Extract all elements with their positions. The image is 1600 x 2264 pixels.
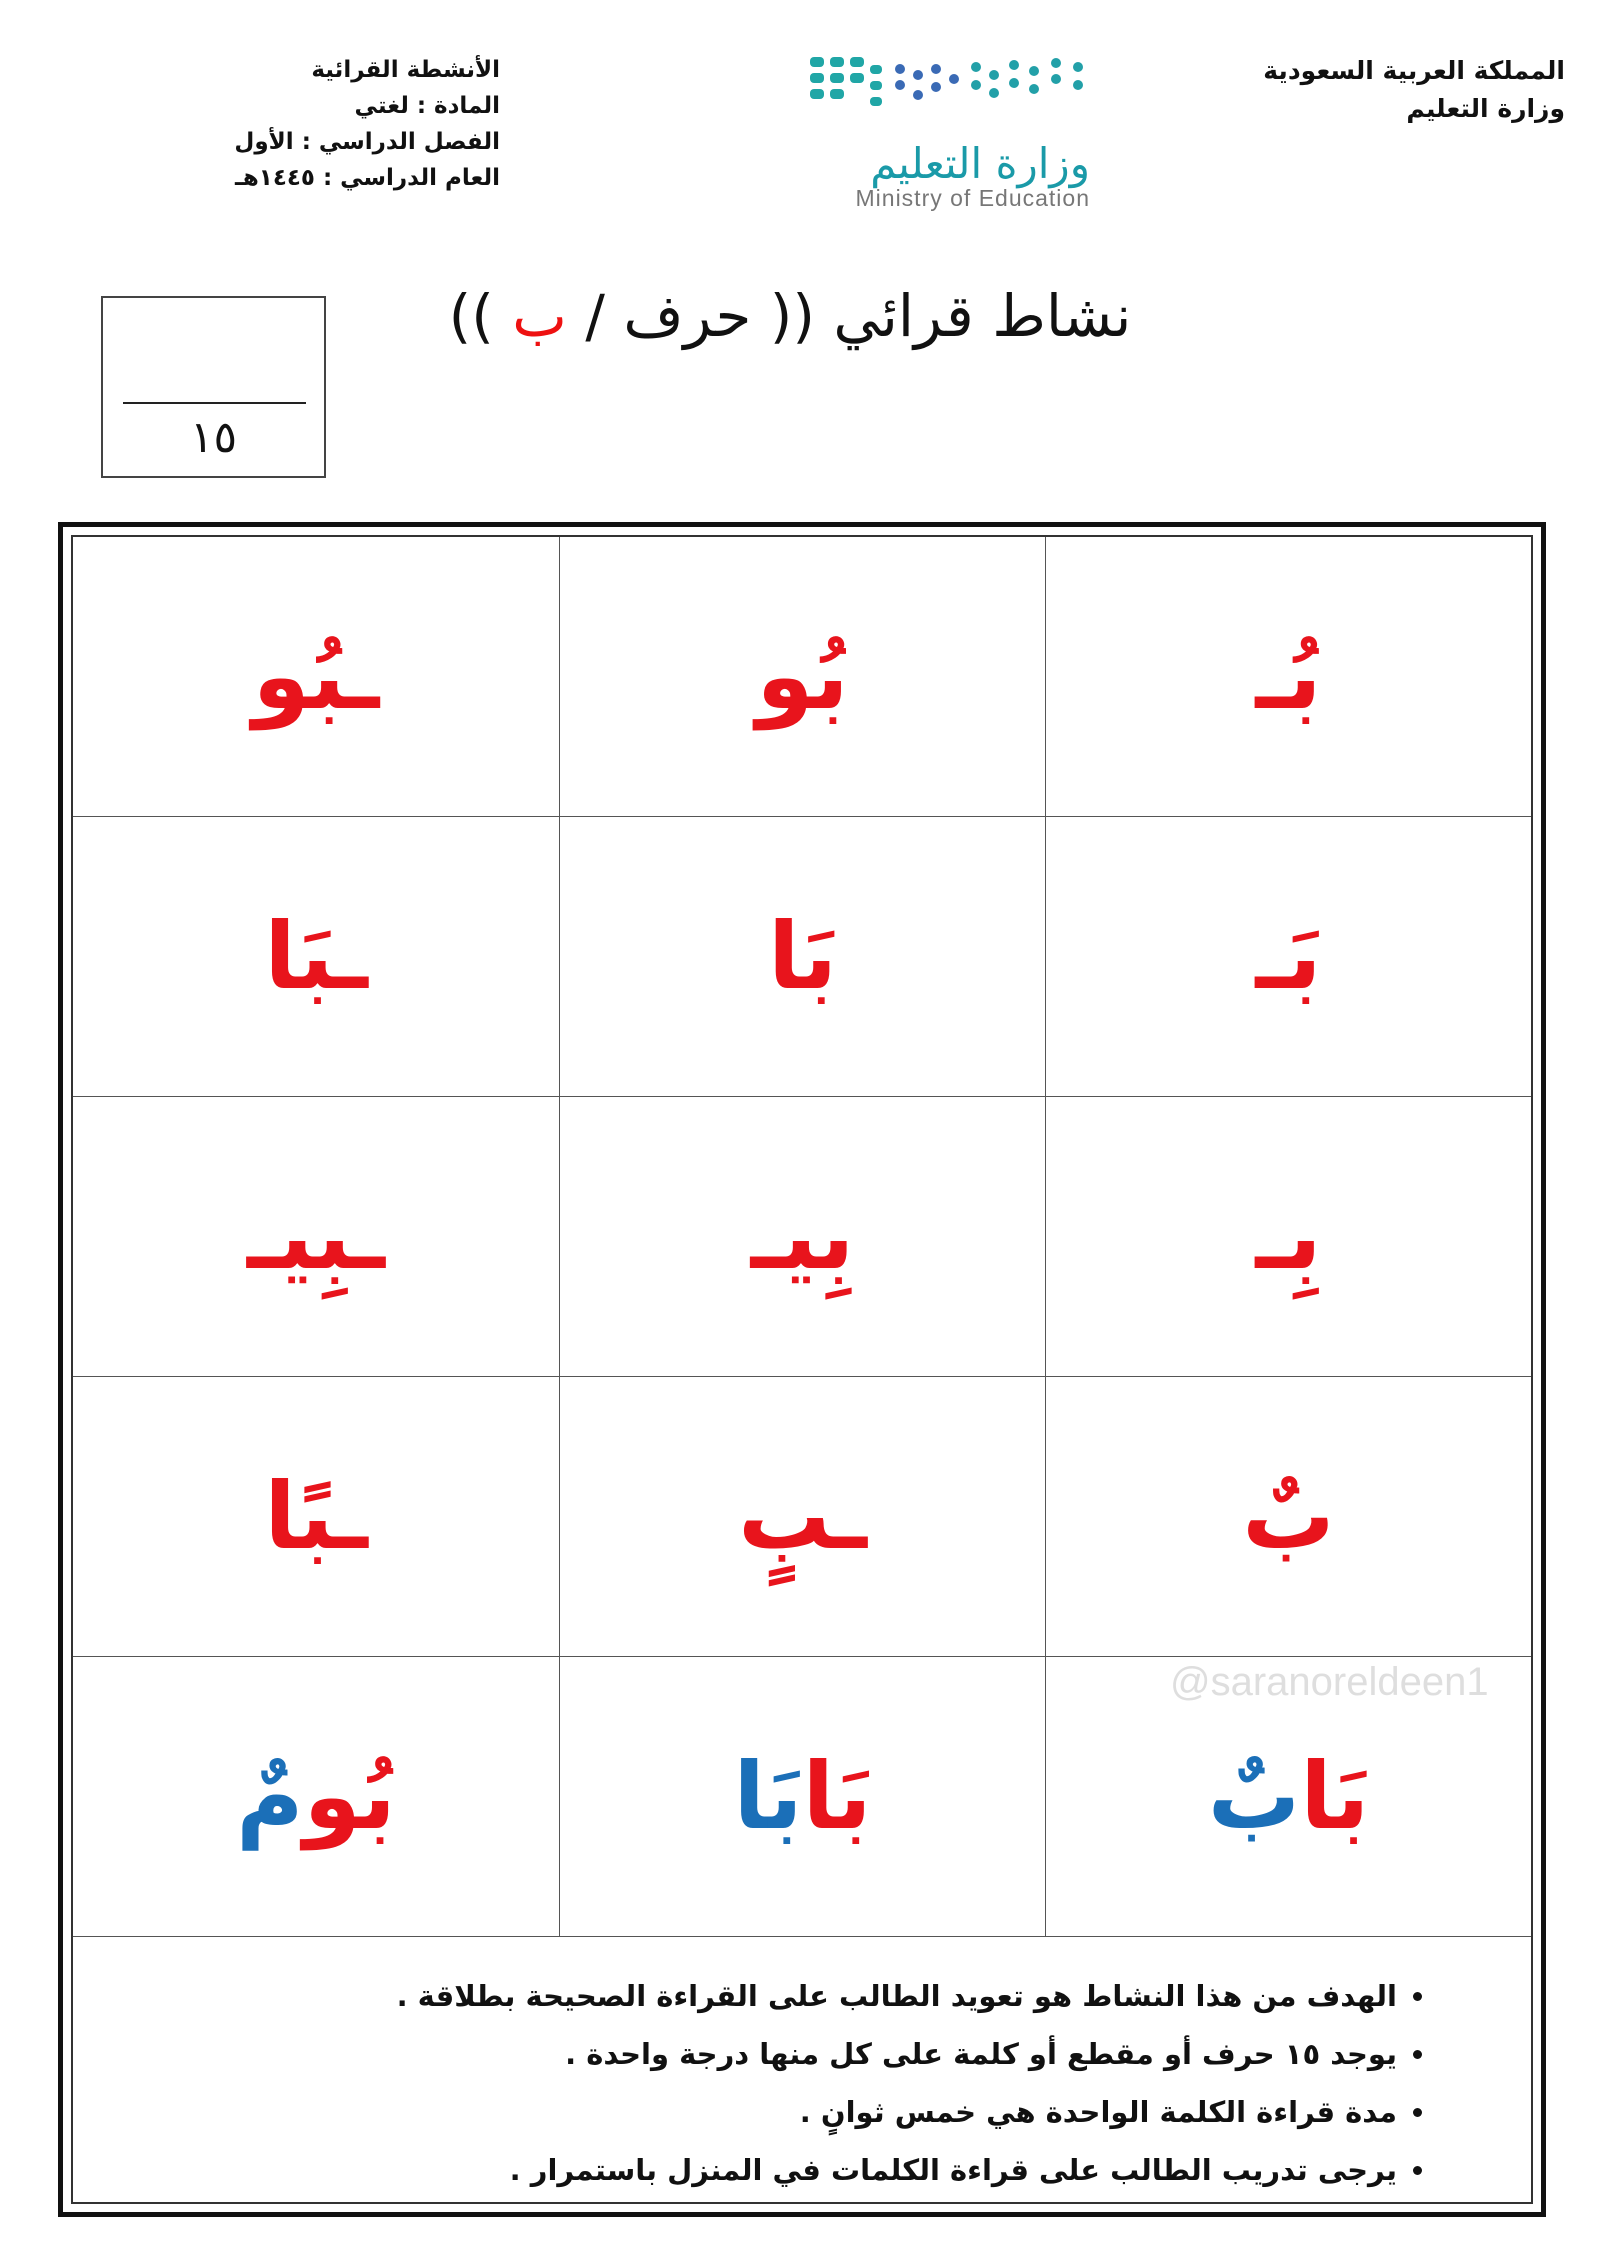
header-ministry-block [1145, 52, 1565, 128]
word-part-red: بُو [303, 1743, 396, 1850]
score-box [101, 296, 326, 478]
grid-cell: بُو [559, 537, 1045, 817]
grid-cell: ـبُو [73, 537, 559, 817]
word-part-blue: مٌ [236, 1743, 304, 1850]
header-country-line: المملكة العربية السعودية [1263, 56, 1565, 85]
grid-cell: ـبَا [73, 817, 559, 1097]
page-title [400, 282, 1180, 350]
reading-grid-inner [71, 535, 1533, 2204]
grid-cell: بَا [559, 817, 1045, 1097]
word-cell [559, 1657, 1045, 1937]
instruction-item: • مدة قراءة الكلمة الواحدة هي خمس ثوانٍ . [73, 2083, 1397, 2141]
header-term-line: الفصل الدراسي : الأول [234, 129, 500, 155]
title-prefix: نشاط قرائي (( حرف / [566, 282, 1132, 350]
word-part-red: بَا [1300, 1743, 1370, 1850]
grid-cell: بُـ [1045, 537, 1531, 817]
header-year-line: العام الدراسي : ١٤٤٥هـ [234, 165, 500, 191]
grid-cell: بٌ [1045, 1377, 1531, 1657]
score-blank-line [123, 402, 306, 404]
header-ministry-line: وزارة التعليم [1406, 94, 1565, 123]
header-course-block [140, 52, 500, 196]
score-total: ١٥ [189, 412, 238, 463]
header-activity-line: الأنشطة القرائية [311, 57, 500, 83]
instruction-item: • الهدف من هذا النشاط هو تعويد الطالب على القراءة الصحيحة بطلاقة . [73, 1967, 1397, 2025]
instruction-item: • يوجد ١٥ حرف أو مقطع أو كلمة على كل منها درجة واحدة . [73, 2025, 1397, 2083]
title-suffix: )) [448, 282, 513, 350]
logo-arabic-text: وزارة التعليم [870, 139, 1090, 188]
word-part-blue: بٌ [1207, 1743, 1301, 1850]
grid-cell: ـبًا [73, 1377, 559, 1657]
grid-cell: ـبِيـ [73, 1097, 559, 1377]
instructions-list [73, 1967, 1431, 2199]
watermark: @saranoreldeen1 [1170, 1660, 1489, 1704]
reading-grid [73, 537, 1531, 1937]
instruction-item: • يرجى تدريب الطالب على قراءة الكلمات في المنزل باستمرار . [73, 2141, 1397, 2199]
instructions-notes [73, 1939, 1531, 2199]
grid-cell: بَـ [1045, 817, 1531, 1097]
header-subject-line: المادة : لغتي [354, 93, 500, 119]
ministry-logo [640, 55, 1100, 225]
word-cell [73, 1657, 559, 1937]
reading-grid-frame [58, 522, 1546, 2217]
logo-dots-icon [810, 55, 1090, 115]
logo-english-text: Ministry of Education [855, 185, 1090, 211]
grid-cell: ـبٍ [559, 1377, 1045, 1657]
word-part-blue: بَا [733, 1743, 803, 1850]
title-letter: ب [512, 282, 567, 350]
grid-cell: بِيـ [559, 1097, 1045, 1377]
word-part-red: بَا [802, 1743, 872, 1850]
grid-cell: بِـ [1045, 1097, 1531, 1377]
